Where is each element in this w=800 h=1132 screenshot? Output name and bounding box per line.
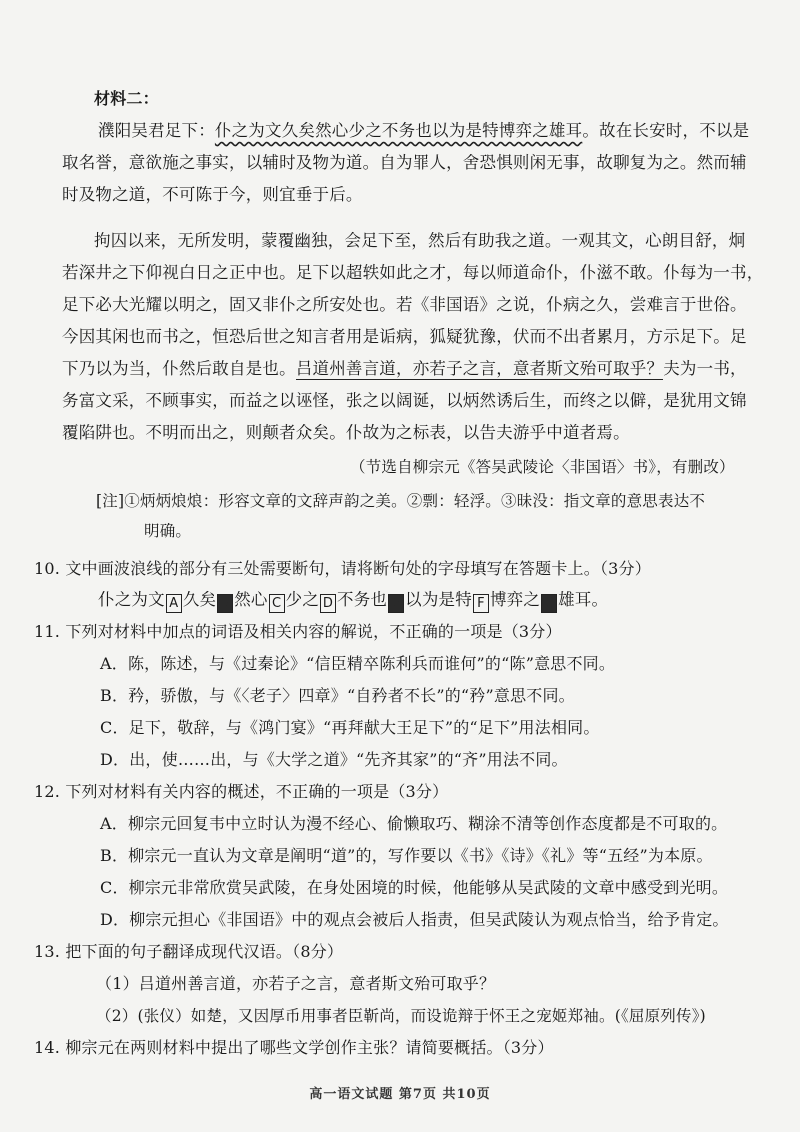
break-box-d[interactable]: D bbox=[320, 594, 336, 613]
question-13-stem: 13. 把下面的句子翻译成现代汉语。（8分） bbox=[34, 942, 344, 961]
q13-item-2: （2）(张仪）如楚，又因厚币用事者臣靳尚，而设诡辩于怀王之宠姬郑袖。(《屈原列传》) bbox=[96, 1007, 706, 1025]
break-box-g[interactable]: G bbox=[541, 594, 557, 613]
p2-line-1: 拘囚以来，无所发明，蒙覆幽独，会足下至，然后有助我之道。一观其文，心朗目舒，炯 bbox=[94, 231, 746, 250]
q13-item-1: （1）吕道州善言道，亦若子之言，意者斯文殆可取乎？ bbox=[96, 974, 496, 993]
p1-line-1: 濮阳吴君足下：仆之为文久矣然心少之不务也以为是特博弈之雄耳。故在长安时，不以是 bbox=[98, 121, 750, 140]
break-box-c[interactable]: C bbox=[269, 594, 285, 613]
note-line-1: [注]①炳炳烺烺：形容文章的文辞声韵之美。②剽：轻浮。③昧没：指文章的意思表达不 bbox=[96, 492, 706, 510]
question-14-stem: 14. 柳宗元在两则材料中提出了哪些文学创作主张？请简要概括。（3分） bbox=[34, 1038, 554, 1057]
question-12-stem: 12. 下列对材料有关内容的概述，不正确的一项是（3分） bbox=[34, 782, 449, 801]
p2-line-5: 下乃以为当，仆然后敢自是也。吕道州善言道，亦若子之言，意者斯文殆可取乎？夫为一书， bbox=[62, 359, 747, 378]
break-box-b[interactable]: B bbox=[217, 594, 233, 613]
p2-line-4: 今因其闲也而书之，恒恐后世之知言者用是诟病，狐疑犹豫，伏而不出者累月，方示足下。足 bbox=[62, 327, 747, 346]
p2-line-2: 若深井之下仰视白日之正中也。足下以超轶如此之才，每以师道命仆，仆滋不敢。仆每为一书， bbox=[62, 263, 764, 282]
salutation: 濮阳吴君足下： bbox=[98, 121, 215, 140]
break-box-a[interactable]: A bbox=[166, 594, 182, 613]
break-box-e[interactable]: E bbox=[388, 594, 404, 613]
question-11-stem: 11. 下列对材料中加点的词语及相关内容的解说，不正确的一项是（3分） bbox=[34, 622, 562, 641]
question-10-stem: 10. 文中画波浪线的部分有三处需要断句，请将断句处的字母填写在答题卡上。（3分） bbox=[34, 559, 651, 578]
break-box-f[interactable]: F bbox=[473, 594, 489, 613]
q11-option-b: B．矜，骄傲，与《〈老子〉四章》“自矜者不长”的“矜”意思不同。 bbox=[100, 686, 575, 705]
p1-line-3: 时及物之道，不可陈于今，则宜垂于后。 bbox=[62, 185, 363, 204]
wavy-underlined-text: 仆之为文久矣然心少之不务也以为是特博弈之雄耳 bbox=[214, 121, 583, 140]
p2-line-3: 足下必大光耀以明之，固又非仆之所安处也。若《非国语》之说，仆病之久，尝难言于世俗。 bbox=[62, 295, 747, 314]
note-line-2: 明确。 bbox=[144, 522, 192, 540]
q12-option-a: A．柳宗元回复韦中立时认为漫不经心、偷懒取巧、糊涂不清等创作态度都是不可取的。 bbox=[100, 814, 728, 833]
q12-option-c: C．柳宗元非常欣赏吴武陵，在身处困境的时候，他能够从吴武陵的文章中感受到光明。 bbox=[100, 878, 729, 897]
p1-line-2: 取名誉，意欲施之事实，以辅时及物为道。自为罪人，舍恐惧则闲无事，故聊复为之。然而辅 bbox=[62, 153, 747, 172]
underlined-sentence: 吕道州善言道，亦若子之言，意者斯文殆可取乎？ bbox=[295, 359, 664, 378]
q11-option-c: C．足下，敬辞，与《鸿门宴》“再拜献大王足下”的“足下”用法相同。 bbox=[100, 718, 600, 737]
source-citation: （节选自柳宗元《答吴武陵论〈非国语〉书》，有删改） bbox=[350, 458, 735, 476]
page-footer: 高一语文试题 第7页 共10页 bbox=[309, 1087, 491, 1102]
question-10-sentence: 仆之为文 A 久矣 B 然心 C 少之 D 不务也 E 以为是特 F 博弈之 G 雄耳。 bbox=[98, 590, 609, 611]
q12-option-b: B．柳宗元一直认为文章是阐明“道”的，写作要以《书》《诗》《礼》等“五经”为本原。 bbox=[100, 846, 713, 865]
q12-option-d: D．柳宗元担心《非国语》中的观点会被后人指责，但吴武陵认为观点恰当，给予肯定。 bbox=[100, 910, 729, 929]
material-heading: 材料二： bbox=[94, 89, 159, 108]
q11-option-a: A．陈，陈述，与《过秦论》“信臣精卒陈利兵而谁何”的“陈”意思不同。 bbox=[100, 654, 616, 673]
p2-line-6: 务富文采，不顾事实，而益之以诬怪，张之以阔诞，以炳然诱后生，而终之以僻，是犹用文锦 bbox=[62, 391, 747, 410]
p2-line-7: 覆陷阱也。不明而出之，则颠者众矣。仆故为之标表，以告夫游乎中道者焉。 bbox=[62, 423, 630, 442]
q11-option-d: D．出，使……出，与《大学之道》“先齐其家”的“齐”用法不同。 bbox=[100, 750, 568, 769]
